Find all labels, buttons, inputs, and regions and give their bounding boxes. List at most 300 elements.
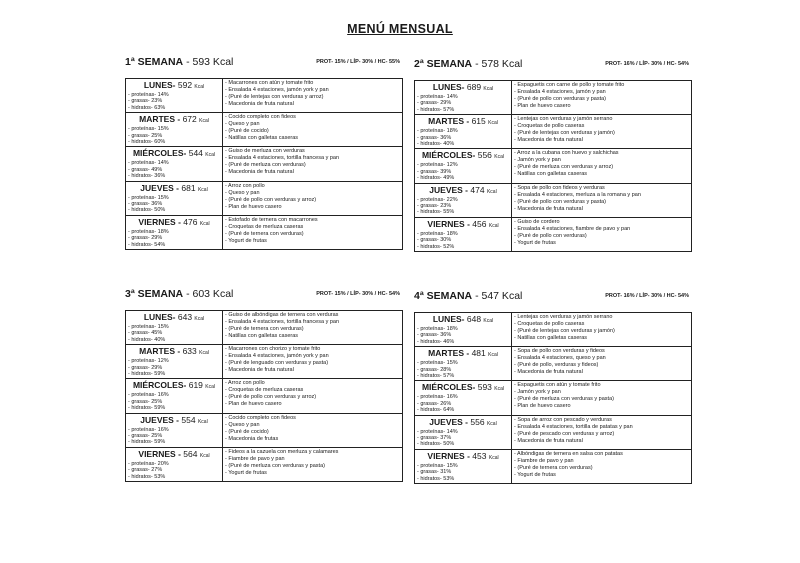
- macro-line: - grasas- 30%: [417, 237, 452, 244]
- week-title: [125, 56, 233, 68]
- table-row: [415, 347, 692, 381]
- meals-cell: [512, 381, 692, 415]
- day-name: MIÉRCOLES-: [421, 150, 476, 161]
- meals-cell: [512, 347, 692, 381]
- day-heading: [417, 348, 509, 360]
- day-kcal: 681: [181, 182, 196, 193]
- day-cell: [415, 217, 512, 251]
- macro-line: - proteínas- 12%: [417, 162, 458, 169]
- day-heading: [417, 150, 509, 162]
- day-name: MIÉRCOLES-: [132, 380, 187, 391]
- meals-cell: [512, 81, 692, 115]
- macro-line: - proteínas- 14%: [417, 94, 458, 100]
- meal-item: - Jamón york y pan: [514, 389, 561, 396]
- macro-line: - proteínas- 12%: [128, 358, 169, 365]
- table-row: [126, 413, 403, 447]
- meals-cell: [223, 413, 403, 447]
- meal-item: - Queso y pan: [225, 421, 260, 428]
- day-cell: [126, 215, 223, 249]
- day-name: JUEVES -: [140, 414, 180, 425]
- day-kcal: 474: [470, 184, 485, 195]
- week-title: [125, 288, 233, 300]
- meal-item: - Yogurt de frutas: [514, 471, 556, 478]
- macro-line: - hidratos- 53%: [128, 473, 166, 480]
- day-heading: [128, 312, 220, 324]
- meal-item: - (Puré de pollo con verduras y pasta): [514, 198, 607, 205]
- day-cell: [126, 181, 223, 215]
- day-name: LUNES-: [143, 312, 176, 322]
- meals-cell: [512, 313, 692, 347]
- meal-item: - Cocido completo con fideos: [225, 114, 296, 121]
- meal-item: - (Puré de pollo con verduras): [514, 232, 587, 239]
- table-row: [415, 313, 692, 347]
- day-kcal-unit: Kcal: [197, 186, 208, 193]
- meals-cell: [512, 415, 692, 449]
- table-row: [415, 381, 692, 415]
- day-kcal: 648: [466, 314, 482, 324]
- meal-item: - Macedonia de fruta natural: [514, 369, 583, 376]
- day-name: VIERNES -: [427, 218, 470, 229]
- day-kcal-unit: Kcal: [199, 118, 209, 125]
- meal-item: - Macedonia de fruta natural: [225, 169, 294, 176]
- day-heading: [128, 114, 220, 126]
- macro-line: - grasas- 25%: [128, 132, 163, 139]
- day-cell: [415, 313, 512, 347]
- day-kcal-unit: Kcal: [488, 352, 498, 359]
- week-separator: -: [472, 290, 482, 302]
- macro-line: - hidratos- 64%: [417, 407, 455, 414]
- macro-line: - grasas- 28%: [417, 366, 452, 373]
- week-label: 2ª SEMANA: [414, 58, 473, 70]
- meal-item: - Sopa de pollo con fideos y verduras: [514, 184, 605, 191]
- meal-item: - Arroz con pollo: [225, 182, 265, 189]
- macro-line: - proteínas- 15%: [128, 126, 169, 133]
- table-row: [126, 181, 403, 215]
- meal-item: - Cocido completo con fideos: [225, 414, 296, 421]
- meal-item: - Ensalada 4 estaciones, tortilla francesa y pan: [225, 319, 340, 325]
- meal-item: - (Puré de merluza con verduras y pasta): [225, 462, 325, 469]
- meal-item: - Fiambre de pavo y pan: [514, 457, 574, 464]
- day-kcal: 481: [471, 348, 486, 359]
- meal-item: - Croquetas de merluza caseras: [225, 387, 304, 394]
- meals-cell: [223, 113, 403, 147]
- meals-cell: [512, 183, 692, 217]
- macro-line: - grasas- 36%: [417, 332, 452, 339]
- day-name: MARTES -: [428, 348, 470, 359]
- week-separator: -: [183, 288, 193, 300]
- macro-line: - grasas- 36%: [417, 134, 452, 141]
- meal-item: - (Puré de lentejas con verduras y arroz): [225, 94, 324, 100]
- meal-item: - Ensalada 4 estaciones, merluza a la romana y pan: [514, 191, 641, 198]
- meals-cell: [223, 311, 403, 345]
- week-separator: -: [183, 56, 193, 68]
- macro-line: - proteínas- 18%: [417, 230, 458, 237]
- macro-line: - hidratos- 53%: [417, 475, 455, 482]
- macro-line: - grasas- 37%: [417, 435, 452, 442]
- day-kcal: 556: [477, 150, 492, 161]
- macro-line: - proteínas- 18%: [417, 128, 458, 135]
- meals-cell: [223, 215, 403, 249]
- day-cell: [415, 415, 512, 449]
- day-cell: [415, 115, 512, 149]
- table-row: [126, 113, 403, 147]
- meal-item: - Yogurt de frutas: [514, 239, 556, 246]
- table-row: [415, 449, 692, 483]
- week-kcal: 578 Kcal: [481, 58, 523, 70]
- day-name: MIÉRCOLES-: [132, 148, 187, 159]
- week-macros: PROT- 15% / LÍP- 30% / HC- 54%: [316, 291, 400, 297]
- day-cell: [415, 183, 512, 217]
- day-name: VIERNES -: [427, 450, 470, 461]
- meal-item: - Fiambre de pavo y pan: [225, 455, 285, 462]
- meal-item: - (Puré de pollo con verduras y arroz): [225, 394, 317, 401]
- day-name: LUNES-: [432, 82, 465, 92]
- week-kcal: 593 Kcal: [192, 56, 234, 68]
- day-cell: [415, 381, 512, 415]
- day-kcal: 453: [472, 450, 487, 461]
- week-menu-table: [125, 310, 403, 482]
- meal-item: - Guiso de merluza con verduras: [225, 148, 305, 155]
- meal-item: - Natillas con galletas caseras: [514, 335, 588, 341]
- macro-line: - hidratos- 60%: [128, 139, 166, 146]
- macro-line: - grasas- 49%: [128, 166, 163, 173]
- meal-item: - Macedonia de frutas: [225, 435, 279, 442]
- week-2: [414, 58, 689, 252]
- day-kcal: 593: [477, 382, 492, 393]
- day-kcal-unit: Kcal: [205, 384, 216, 391]
- table-row: [415, 217, 692, 251]
- macro-line: - hidratos- 63%: [128, 104, 166, 111]
- table-row: [126, 379, 403, 413]
- meal-item: - Jamón york y pan: [514, 157, 561, 164]
- meal-item: - (Puré de merluza con verduras): [225, 162, 306, 169]
- week-header: [414, 58, 689, 72]
- macro-line: - grasas- 29%: [128, 364, 163, 371]
- day-heading: [128, 80, 220, 92]
- day-heading: [128, 449, 220, 461]
- day-cell: [126, 379, 223, 413]
- meal-item: - Arroz a la cubana con huevo y salchichas: [514, 150, 619, 157]
- table-row: [126, 147, 403, 181]
- macro-line: - proteínas- 15%: [417, 360, 458, 367]
- meal-item: - Ensalada 4 estaciones, jamón y pan: [514, 89, 606, 95]
- meal-item: - Plan de huevo casero: [514, 403, 571, 410]
- macro-line: - hidratos- 36%: [128, 173, 166, 180]
- table-row: [126, 79, 403, 113]
- table-row: [126, 447, 403, 481]
- day-name: MARTES -: [428, 116, 470, 127]
- meal-item: - Ensalada 4 estaciones, jamón york y pan: [225, 353, 329, 360]
- macro-line: - grasas- 29%: [128, 235, 163, 242]
- meal-item: - Guiso de cordero: [514, 218, 560, 225]
- meal-item: - (Puré de ternera con verduras): [225, 230, 304, 237]
- meals-cell: [223, 79, 403, 113]
- meal-item: - Sopa de pollo con verduras y fideos: [514, 348, 605, 355]
- day-name: JUEVES -: [429, 416, 469, 427]
- week-macros: PROT- 15% / LÍP- 30% / HC- 55%: [316, 59, 400, 65]
- macro-line: - hidratos- 54%: [128, 241, 166, 248]
- meals-cell: [223, 379, 403, 413]
- day-kcal-unit: Kcal: [494, 386, 505, 393]
- day-cell: [126, 147, 223, 181]
- day-heading: [128, 346, 220, 358]
- week-header: [414, 290, 689, 304]
- meal-item: - (Puré de ternera con verduras): [225, 326, 304, 332]
- day-name: JUEVES -: [429, 184, 469, 195]
- macro-line: - proteínas- 15%: [128, 194, 169, 201]
- day-kcal-unit: Kcal: [205, 152, 216, 159]
- day-kcal-unit: Kcal: [486, 420, 497, 427]
- macro-line: - proteínas- 16%: [128, 392, 169, 399]
- day-heading: [128, 148, 220, 160]
- day-heading: [417, 314, 509, 326]
- day-kcal-unit: Kcal: [194, 84, 205, 90]
- meal-item: - Macarrones con chorizo y tomate frito: [225, 346, 321, 353]
- meals-cell: [512, 149, 692, 183]
- macro-line: - proteínas- 14%: [417, 428, 458, 435]
- meal-item: - Yogurt de frutas: [225, 237, 267, 244]
- day-kcal-unit: Kcal: [194, 316, 205, 322]
- table-row: [126, 345, 403, 379]
- day-heading: [417, 219, 509, 231]
- day-name: MARTES -: [139, 346, 181, 357]
- meal-item: - Macedonia de fruta natural: [514, 137, 583, 144]
- meal-item: - (Puré de pescado con verduras y arroz): [514, 430, 615, 437]
- meals-cell: [223, 147, 403, 181]
- day-heading: [417, 185, 509, 197]
- meal-item: - Espaguetis con atún y tomate frito: [514, 382, 601, 389]
- week-header: [125, 56, 400, 70]
- meal-item: - (Puré de lentejas con verduras y jamón): [514, 130, 615, 137]
- meal-item: - Plan de huevo casero: [514, 103, 571, 109]
- macro-line: - hidratos- 55%: [417, 209, 455, 216]
- day-kcal: 633: [182, 346, 197, 357]
- meal-item: - Macarrones con atún y tomate frito: [225, 80, 314, 86]
- meal-item: - (Puré de lentejas con verduras y jamón): [514, 328, 615, 334]
- meal-item: - Natillas con galletas caseras: [225, 135, 299, 142]
- week-kcal: 547 Kcal: [481, 290, 523, 302]
- macro-line: - hidratos- 59%: [128, 405, 166, 412]
- week-label: 3ª SEMANA: [125, 288, 184, 300]
- meal-item: - Albóndigas de ternera en salsa con patatas: [514, 450, 623, 457]
- day-cell: [126, 79, 223, 113]
- macro-line: - hidratos- 57%: [417, 106, 455, 113]
- day-kcal-unit: Kcal: [488, 120, 498, 127]
- page-title: MENÚ MENSUAL: [347, 22, 453, 36]
- day-heading: [128, 217, 220, 229]
- meal-item: - Plan de huevo casero: [225, 401, 282, 408]
- meal-item: - Natillas con galletas caseras: [514, 171, 588, 178]
- week-menu-table: [414, 312, 692, 484]
- day-kcal-unit: Kcal: [488, 454, 499, 461]
- macro-line: - grasas- 39%: [417, 168, 452, 175]
- day-kcal: 592: [177, 80, 193, 90]
- week-macros: PROT- 16% / LÍP- 30% / HC- 54%: [605, 293, 689, 299]
- meals-cell: [512, 449, 692, 483]
- week-label: 1ª SEMANA: [125, 56, 184, 68]
- macro-line: - proteínas- 16%: [417, 394, 458, 401]
- day-kcal: 672: [182, 114, 197, 125]
- meal-item: - Lentejas con verduras y jamón serrano: [514, 116, 613, 123]
- day-heading: [417, 116, 509, 128]
- macro-line: - hidratos- 50%: [128, 207, 166, 214]
- day-kcal-unit: Kcal: [199, 350, 209, 357]
- macro-line: - hidratos- 52%: [417, 243, 455, 250]
- meal-item: - Macedonia de fruta natural: [514, 437, 583, 444]
- meal-item: - Fideos a la cazuela con merluza y calamares: [225, 448, 339, 455]
- meal-item: - (Puré de pollo con verduras y pasta): [514, 96, 607, 102]
- week-kcal: 603 Kcal: [192, 288, 234, 300]
- meal-item: - Ensalada 4 estaciones, queso y pan: [514, 355, 606, 362]
- table-row: [415, 415, 692, 449]
- day-kcal: 554: [181, 414, 196, 425]
- macro-line: - proteínas- 15%: [417, 462, 458, 469]
- macro-line: - grasas- 36%: [128, 201, 163, 208]
- meal-item: - Arroz con pollo: [225, 380, 265, 387]
- macro-line: - proteínas- 20%: [128, 460, 169, 467]
- week-macros: PROT- 16% / LÍP- 30% / HC- 54%: [605, 61, 689, 67]
- meal-item: - (Puré de ternera con verduras): [514, 464, 593, 471]
- table-row: [415, 183, 692, 217]
- meal-item: - Croquetas de pollo caseras: [514, 321, 585, 327]
- day-kcal-unit: Kcal: [199, 220, 210, 227]
- day-kcal: 564: [183, 448, 198, 459]
- table-row: [415, 115, 692, 149]
- meal-item: - (Puré de merluza con verduras y arroz): [514, 164, 614, 171]
- macro-line: - proteínas- 15%: [128, 324, 169, 330]
- week-menu-table: [125, 78, 403, 250]
- week-3: [125, 288, 400, 482]
- table-row: [415, 81, 692, 115]
- table-row: [126, 311, 403, 345]
- meal-item: - Ensalada 4 estaciones, tortilla francesa y pan: [225, 155, 340, 162]
- meal-item: - Queso y pan: [225, 121, 260, 128]
- day-kcal: 643: [177, 312, 193, 322]
- meal-item: - (Puré de cocido): [225, 428, 269, 435]
- day-heading: [128, 380, 220, 392]
- meal-item: - (Puré de cocido): [225, 128, 269, 135]
- day-kcal-unit: Kcal: [488, 222, 499, 229]
- macro-line: - grasas- 26%: [417, 400, 452, 407]
- week-4: [414, 290, 689, 484]
- table-row: [126, 215, 403, 249]
- day-name: VIERNES -: [138, 216, 181, 227]
- week-title: [414, 290, 522, 302]
- macro-line: - hidratos- 59%: [128, 371, 166, 378]
- meal-item: - Ensalada 4 estaciones, jamón york y pan: [225, 87, 329, 93]
- meal-item: - Ensalada 4 estaciones, fiambre de pavo y pan: [514, 225, 631, 232]
- day-kcal: 544: [188, 148, 203, 159]
- meal-item: - Lentejas con verduras y jamón serrano: [514, 314, 613, 320]
- day-kcal-unit: Kcal: [486, 188, 497, 195]
- week-1: [125, 56, 400, 250]
- macro-line: - proteínas- 16%: [128, 426, 169, 433]
- macro-line: - hidratos- 40%: [128, 336, 166, 343]
- macro-line: - grasas- 27%: [128, 467, 163, 474]
- macro-line: - proteínas- 14%: [128, 92, 169, 98]
- week-title: [414, 58, 522, 70]
- day-cell: [126, 447, 223, 481]
- meal-item: - Macedonia de fruta natural: [225, 101, 294, 107]
- macro-line: - grasas- 25%: [128, 398, 163, 405]
- macro-line: - grasas- 45%: [128, 330, 163, 337]
- macro-line: - hidratos- 46%: [417, 338, 455, 345]
- meals-cell: [223, 345, 403, 379]
- day-name: MIÉRCOLES-: [421, 382, 476, 393]
- day-name: LUNES-: [432, 314, 465, 324]
- day-kcal-unit: Kcal: [199, 452, 210, 459]
- day-kcal-unit: Kcal: [197, 418, 208, 425]
- macro-line: - hidratos- 50%: [417, 441, 455, 448]
- meal-item: - Ensalada 4 estaciones, tortilla de patatas y pan: [514, 423, 633, 430]
- day-cell: [415, 81, 512, 115]
- day-kcal-unit: Kcal: [483, 86, 494, 92]
- week-label: 4ª SEMANA: [414, 290, 473, 302]
- day-kcal: 456: [472, 218, 487, 229]
- meal-item: - (Puré de lenguado con verduras y pasta): [225, 360, 329, 367]
- day-kcal: 619: [188, 380, 203, 391]
- meals-cell: [512, 217, 692, 251]
- week-separator: -: [472, 58, 482, 70]
- macro-line: - hidratos- 49%: [417, 175, 455, 182]
- day-name: VIERNES -: [138, 448, 181, 459]
- macro-line: - grasas- 31%: [417, 469, 452, 476]
- meal-item: - Macedonia de fruta natural: [225, 367, 294, 374]
- day-kcal-unit: Kcal: [494, 154, 505, 161]
- macro-line: - proteínas- 18%: [128, 228, 169, 235]
- macro-line: - hidratos- 40%: [417, 141, 455, 148]
- day-name: LUNES-: [143, 80, 176, 90]
- day-cell: [415, 149, 512, 183]
- week-header: [125, 288, 400, 302]
- macro-line: - proteínas- 18%: [417, 326, 458, 332]
- macro-line: - hidratos- 59%: [128, 439, 166, 446]
- day-heading: [417, 451, 509, 463]
- day-kcal: 556: [470, 416, 485, 427]
- macro-line: - proteínas- 22%: [417, 196, 458, 203]
- macro-line: - grasas- 23%: [417, 203, 452, 210]
- meal-item: - Plan de huevo casero: [225, 203, 282, 210]
- day-cell: [126, 311, 223, 345]
- day-cell: [126, 345, 223, 379]
- meals-cell: [512, 115, 692, 149]
- meal-item: - (Puré de pollo, verduras y fideos): [514, 362, 599, 369]
- day-heading: [417, 382, 509, 394]
- day-name: JUEVES -: [140, 182, 180, 193]
- meals-cell: [223, 447, 403, 481]
- meal-item: - Yogurt de frutas: [225, 469, 267, 476]
- macro-line: - grasas- 23%: [128, 98, 163, 105]
- day-kcal: 615: [471, 116, 486, 127]
- macro-line: - grasas- 29%: [417, 100, 452, 107]
- meal-item: - Macedonia de fruta natural: [514, 205, 583, 212]
- macro-line: - proteínas- 14%: [128, 160, 169, 167]
- day-kcal-unit: Kcal: [483, 318, 494, 324]
- meal-item: - Estofado de ternera con macarrones: [225, 216, 318, 223]
- meal-item: - Guiso de albóndigas de ternera con verduras: [225, 312, 339, 318]
- day-kcal: 689: [466, 82, 482, 92]
- day-heading: [128, 415, 220, 427]
- meal-item: - (Puré de merluza con verduras y pasta): [514, 396, 614, 403]
- day-cell: [415, 347, 512, 381]
- week-menu-table: [414, 80, 692, 252]
- day-heading: [417, 82, 509, 94]
- day-kcal: 476: [183, 216, 198, 227]
- meal-item: - Espaguetis con carne de pollo y tomate frito: [514, 82, 625, 88]
- macro-line: - hidratos- 57%: [417, 373, 455, 380]
- meal-item: - Natillas con galletas caseras: [225, 333, 299, 339]
- day-heading: [128, 183, 220, 195]
